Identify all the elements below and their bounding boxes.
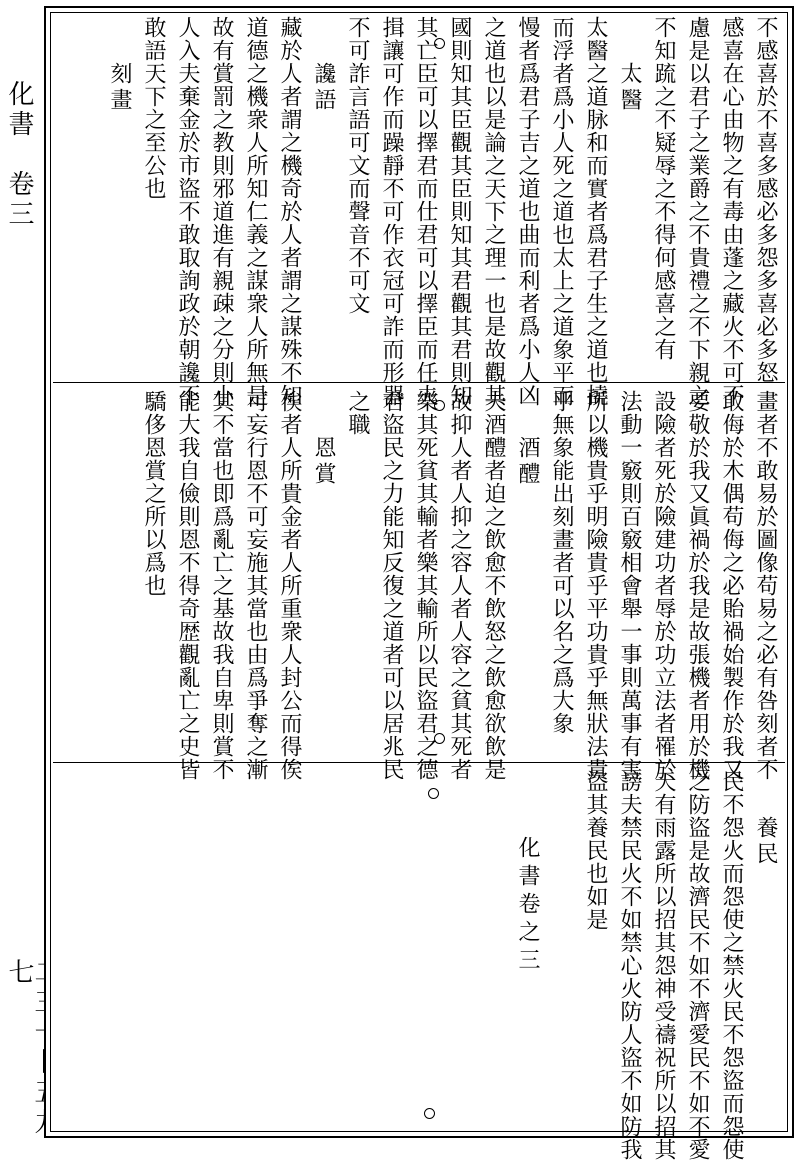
text-column: 故抑人者人抑之容人者人容之貧其死者: [447, 390, 472, 781]
punctuation-circle-mark: [434, 38, 445, 49]
text-column: 不感喜於不喜多感必多怨多喜必多怒: [753, 16, 778, 384]
section-divider: [53, 762, 785, 763]
text-column: 道德之機衆人所知仁義之謀衆人所無是: [243, 16, 268, 407]
text-column: 慮是以君子之業爵之不貴禮之不下親之: [685, 16, 710, 407]
text-column: 俟者人所貴金者人所重衆人封公而得俟: [277, 390, 302, 781]
text-column: 法動一竅則百竅相會舉一事則萬事有害: [617, 390, 642, 781]
text-column: 太醫之道脉和而實者爲君子生之道也撓: [583, 16, 608, 407]
page-frame: [44, 6, 794, 1161]
text-panel-bottom: [56, 770, 782, 1161]
text-column: 乎無象能出刻畫者可以名之爲大象: [549, 390, 574, 735]
page-number: 七: [4, 958, 34, 988]
section-title-kehua: 刻畫: [107, 62, 132, 114]
book-volume-label: 化書 卷三: [4, 80, 34, 230]
text-column: 盜其養民也如是: [583, 770, 608, 931]
text-column: 而浮者爲小人死之道也太上之道象平而: [549, 16, 574, 407]
text-column: 其不當也即爲亂亡之基故我自卑則賞不: [209, 390, 234, 781]
text-column: 天有雨露所以招其怨神受禱祝所以招其: [651, 770, 676, 1161]
text-panel-middle: [56, 390, 782, 781]
punctuation-circle-mark: [434, 733, 445, 744]
text-column: 可妄行恩不可妄施其當也由爲爭奪之漸: [243, 390, 268, 781]
text-column: 不知䟽之不疑辱之不得何感喜之有: [651, 16, 676, 361]
text-column: 揖讓可作而躁靜不可作衣冠可詐而形器: [379, 16, 404, 407]
section-title-chanyu: 讒語: [311, 62, 336, 114]
text-column: 民不怨火而怨使之禁火民不怨盜而怨使: [719, 770, 744, 1161]
text-column: 所以機貴乎明險貴乎平功貴乎無狀法貴: [583, 390, 608, 781]
text-column: 之職: [345, 390, 370, 436]
text-column: 夫酒醴者迫之飲愈不飲怒之飲愈欲飲是: [481, 390, 506, 781]
text-column: 畫者不敢易於圖像苟易之必有咎刻者不: [753, 390, 778, 781]
text-column: 要敬於我又眞禍於我是故張機者用於機: [685, 390, 710, 781]
text-panel-top: [56, 16, 782, 407]
text-column: 其亡臣可以擇君而仕君可以擇臣而任夫: [413, 16, 438, 407]
text-column: 君盜民之力能知反復之道者可以居兆民: [379, 390, 404, 781]
page-margin: [0, 0, 44, 1142]
text-column: 敢語天下之至公也: [141, 16, 166, 200]
text-column: 能大我自儉則恩不得奇歴觀亂亡之史皆: [175, 390, 200, 781]
text-column: 感喜在心由物之有毒由蓬之藏火不可不: [719, 16, 744, 407]
text-column: 人入夫棄金於市盜不敢取詢政於朝讒不: [175, 16, 200, 407]
punctuation-circle-mark: [424, 1108, 435, 1119]
text-column: 國則知其臣觀其臣則知其君觀其君則知: [447, 16, 472, 407]
section-title-jiuli: 酒醴: [515, 436, 540, 488]
section-title-enshang: 恩賞: [311, 436, 336, 488]
text-column: 謗夫禁民火不如禁心火防人盜不如防我: [617, 770, 642, 1161]
text-column: 藏於人者謂之機奇於人者謂之謀殊不知: [277, 16, 302, 407]
section-title-yangmin: 養民: [753, 816, 778, 868]
text-column: 設險者死於險建功者辱於功立法者罹於: [651, 390, 676, 781]
punctuation-circle-mark: [434, 400, 445, 411]
section-title-taiyi: 太醫: [617, 62, 642, 114]
blank-column: [544, 770, 578, 1120]
text-column: 之防盜是故濟民不如不濟愛民不如不愛: [685, 770, 710, 1161]
text-column: 驕侈恩賞之所以爲也: [141, 390, 166, 597]
text-column: 故有賞罰之教則邪道進有親疎之分則小: [209, 16, 234, 407]
text-column: 之道也以是論之天下之理一也是故觀其: [481, 16, 506, 407]
volume-end-title: 化書卷之三: [515, 836, 540, 976]
punctuation-circle-mark: [428, 788, 439, 799]
text-column: 不可詐言語可文而聲音不可文: [345, 16, 370, 315]
section-divider: [53, 382, 785, 383]
text-column: 敢侮於木偶苟侮之必貽禍始製作於我又: [719, 390, 744, 781]
text-column: 樂其死貧其輸者樂其輸所以民盜君之德: [413, 390, 438, 781]
text-column: 慢者爲君子吉之道也曲而利者爲小人凶: [515, 16, 540, 407]
